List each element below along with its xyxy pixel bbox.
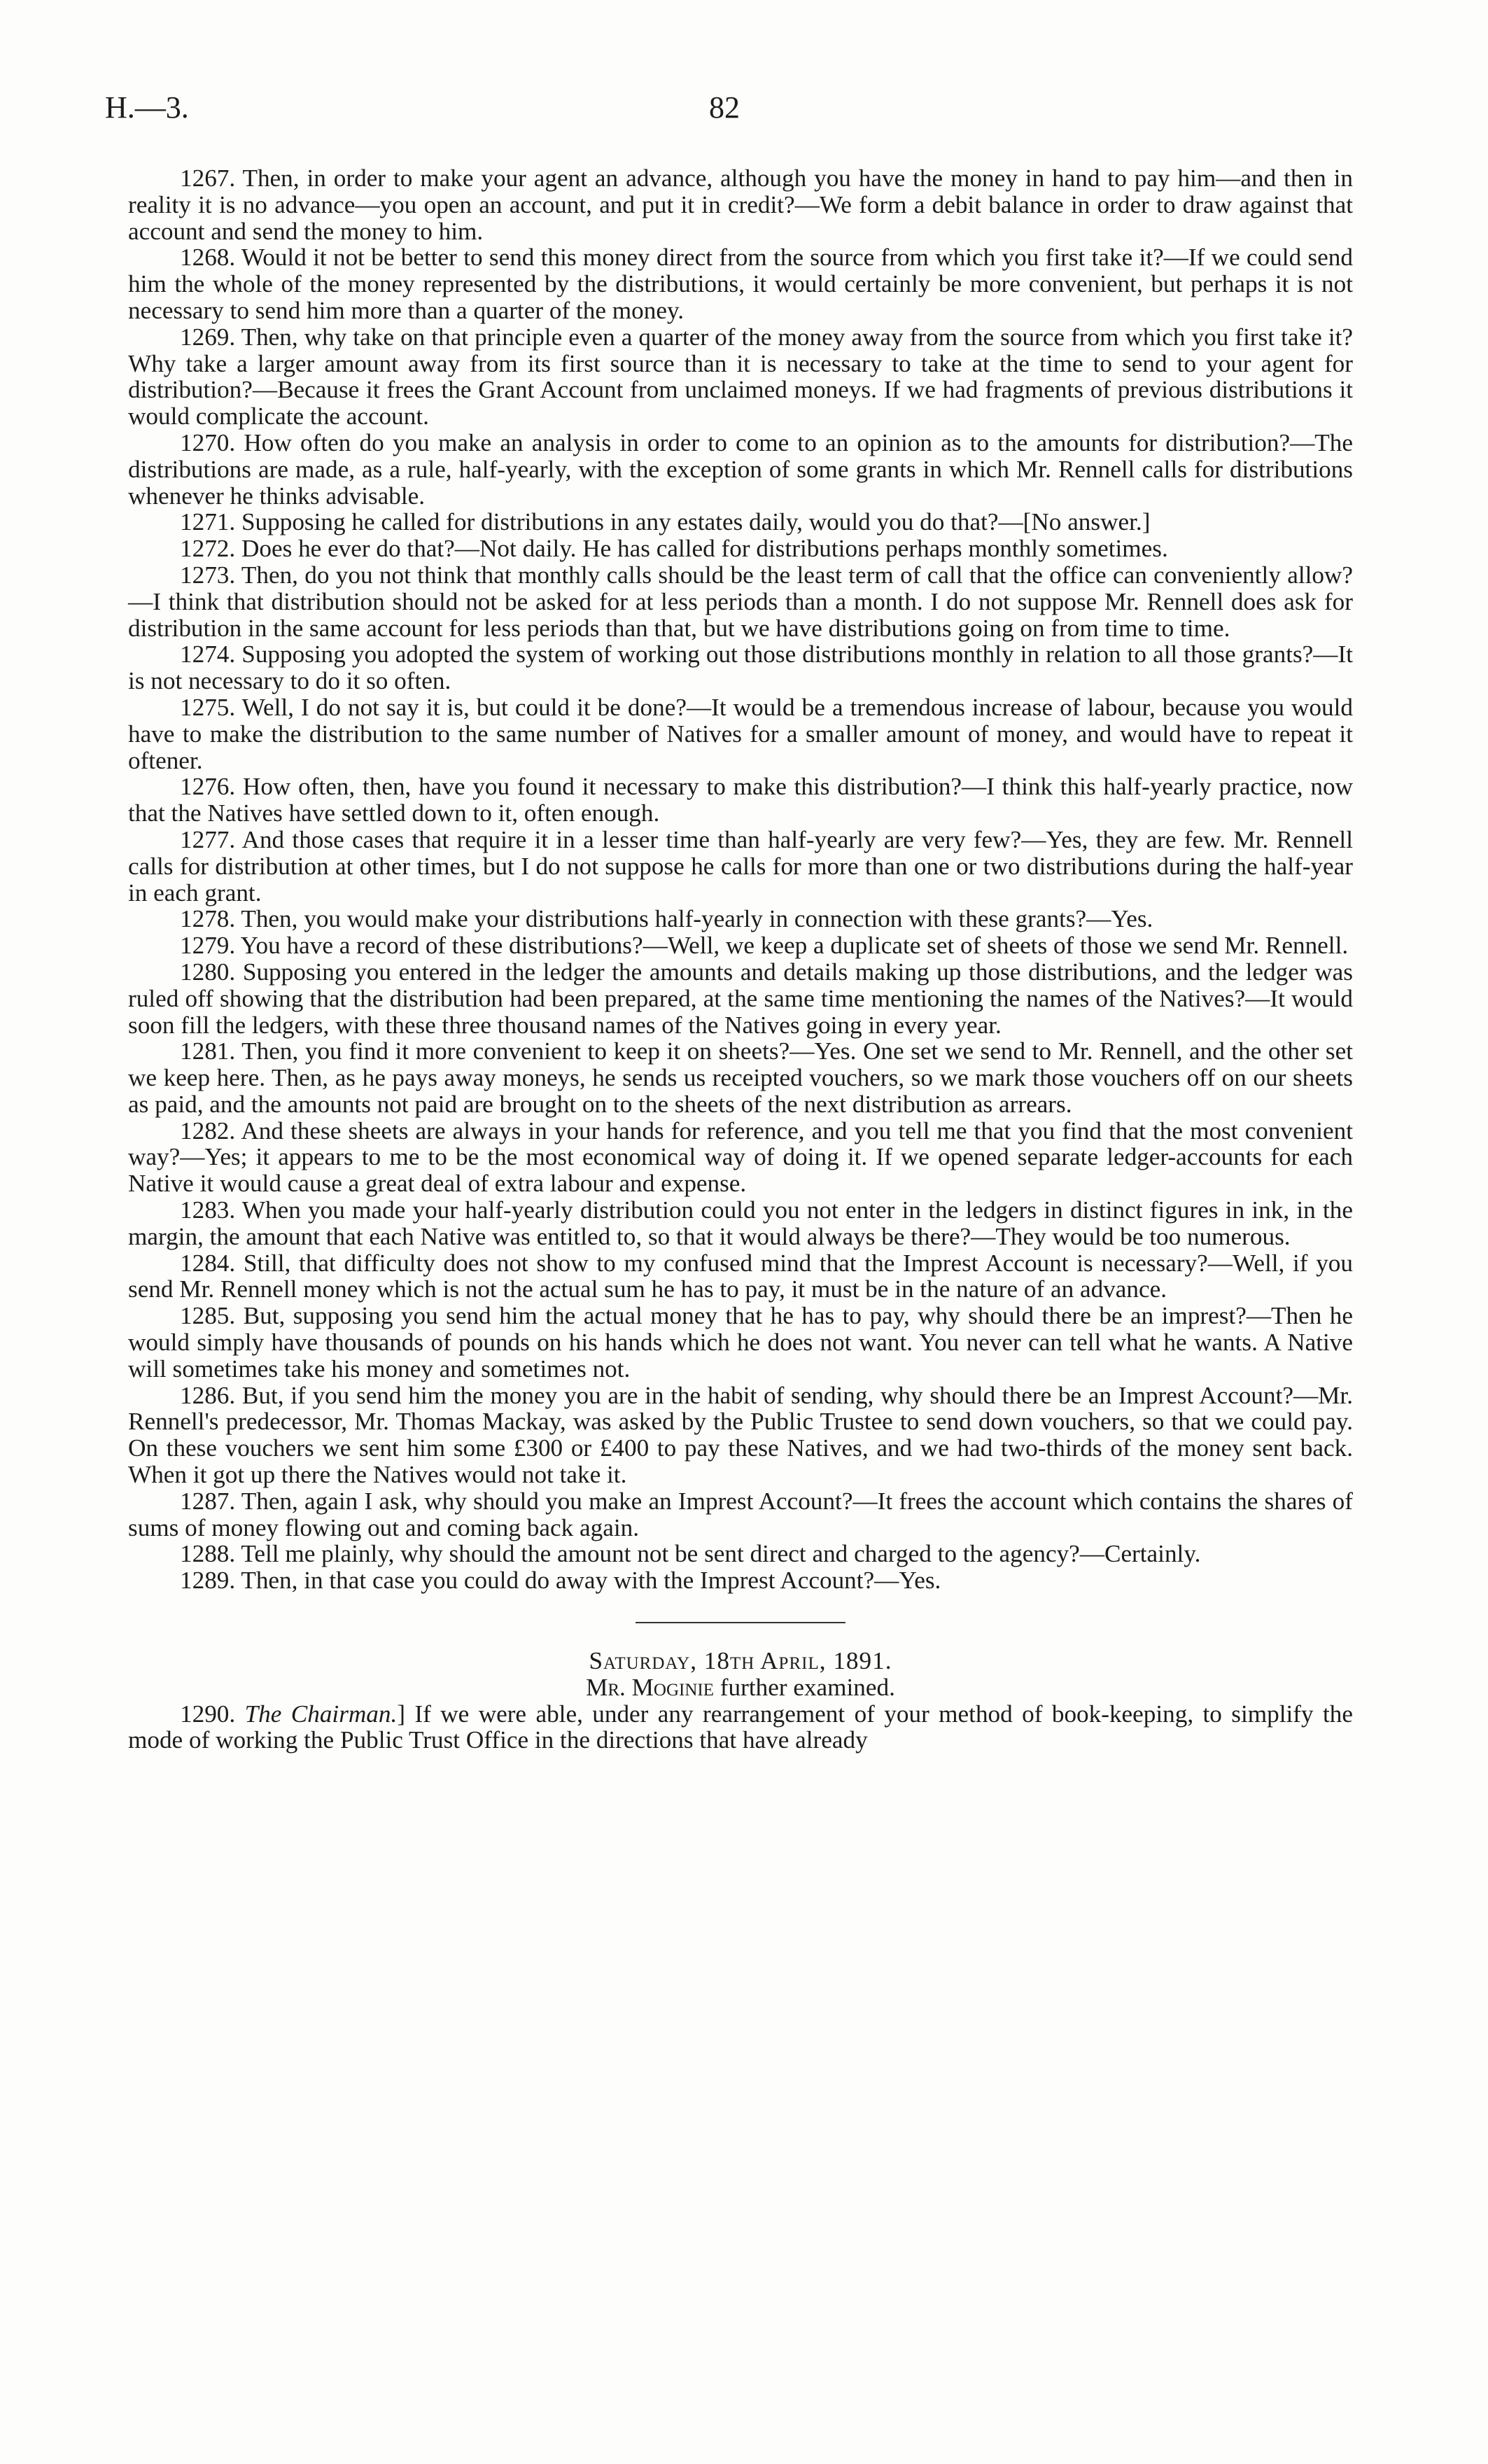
closing-paragraph — [128, 1701, 1353, 1754]
evidence-paragraph: 1283. When you made your half-yearly distribution could you not enter in the ledgers in distinct figures in ink, in the margin, the amount that each Native was entitled to, so that it would always be there?—They would be too numerous. — [128, 1196, 1353, 1250]
question-text: ] If we were able, under any rearrangement of your method of book-keeping, to simplify the mode of working the Public Trust Office in the directions that have already — [128, 1700, 1353, 1754]
evidence-paragraph: 1277. And those cases that require it in a lesser time than half-yearly are very few?—Yes, they are few. Mr. Rennell calls for distribution at other times, but I do not suppose he calls for more than one or two distributions during the half-year in each grant. — [128, 825, 1353, 906]
evidence-paragraph: 1285. But, supposing you send him the actual money that he has to pay, why should there be an imprest?—Then he would simply have thousands of pounds on his hands which he does not want. You never can tell what he wants. A Native will sometimes take his money and sometimes not. — [128, 1302, 1353, 1382]
page-number: 82 — [709, 90, 740, 125]
evidence-paragraph: 1274. Supposing you adopted the system of working out those distributions monthly in relation to all those grants?—It is not necessary to do it so often. — [128, 640, 1353, 695]
evidence-paragraph: 1288. Tell me plainly, why should the amount not be sent direct and charged to the agency?—Certainly. — [180, 1540, 1201, 1568]
evidence-paragraph: 1280. Supposing you entered in the ledger the amounts and details making up those distributions, and the ledger was ruled off showing that the distribution had been prepared, at the same time mentioning the names of the Natives?—It would soon fill the ledgers, with these three thousand names of the Natives going in every year. — [128, 958, 1353, 1039]
evidence-paragraph: 1269. Then, why take on that principle even a quarter of the money away from the source from which you first take it? Why take a larger amount away from its first source than it is necessary to take at the time to send to your agent for distribution?—Because it frees the Grant Account from unclaimed moneys. If we had fragments of previous distributions it would complicate the account. — [128, 323, 1353, 430]
evidence-paragraph: 1273. Then, do you not think that monthly calls should be the least term of call that the office can conveniently allow?—I think that distribution should not be asked for at less periods than a month. I do not suppose Mr. Rennell does ask for distribution in the same account for less periods than that, but we have distributions going on from time to time. — [128, 561, 1353, 642]
paragraph-list — [128, 165, 1353, 1594]
evidence-paragraph: 1268. Would it not be better to send this money direct from the source from which you first take it?—If we could send him the whole of the money represented by the distributions, it would certainly be more convenient, but perhaps it is not necessary to send him more than a quarter of the money. — [128, 244, 1353, 324]
section-divider — [636, 1622, 845, 1623]
evidence-paragraph: 1282. And these sheets are always in your hands for reference, and you tell me that you find that the most convenient way?—Yes; it appears to me to be the most economical way of doing it. If we opened separate ledger-accounts for each Native it would cause a great deal of extra labour and expense. — [128, 1116, 1353, 1198]
evidence-text — [128, 165, 1353, 1754]
witness-suffix: further examined. — [714, 1673, 895, 1701]
witness-name: Mr. Moginie — [586, 1673, 714, 1701]
evidence-paragraph: 1287. Then, again I ask, why should you make an Imprest Account?—It frees the account which contains the shares of sums of money flowing out and coming back again. — [128, 1487, 1353, 1541]
evidence-paragraph: 1276. How often, then, have you found it necessary to make this distribution?—I think this half-yearly practice, now that the Natives have settled down to it, often enough. — [128, 773, 1353, 827]
evidence-paragraph: 1279. You have a record of these distributions?—Well, we keep a duplicate set of sheets of those we send Mr. Rennell. — [180, 932, 1349, 960]
evidence-paragraph: 1284. Still, that difficulty does not show to my confused mind that the Imprest Account is necessary?—Well, if you send Mr. Rennell money which is not the actual sum he has to pay, it must be in the nature of an advance. — [128, 1249, 1353, 1303]
session-date: Saturday, 18th April, 1891. — [589, 1647, 892, 1675]
evidence-paragraph: 1270. How often do you make an analysis in order to come to an opinion as to the amounts for distribution?—The distributions are made, as a rule, half-yearly, with the exception of some grants in which Mr. Rennell calls for distributions whenever he thinks advisable. — [128, 428, 1353, 510]
report-reference: H.—3. — [105, 90, 189, 125]
evidence-paragraph: 1278. Then, you would make your distributions half-yearly in connection with these grants?—Yes. — [180, 905, 1153, 933]
evidence-paragraph: 1286. But, if you send him the money you are in the habit of sending, why should there be an Imprest Account?—Mr. Rennell's predecessor, Mr. Thomas Mackay, was asked by the Public Trustee to send down vouchers, so that we could pay. On these vouchers we sent him some £300 or £400 to pay these Natives, and we had two-thirds of the money sent back. When it got up there the Natives would not take it. — [128, 1381, 1353, 1489]
speaker-label: The Chairman. — [244, 1700, 398, 1728]
evidence-paragraph: 1281. Then, you find it more convenient to keep it on sheets?—Yes. One set we send to Mr. Rennell, and the other set we keep here. Then, as he pays away moneys, he sends us receipted vouchers, so we mark those vouchers off on our sheets as paid, and the amounts not paid are brought on to the sheets of the next distribution as arrears. — [128, 1037, 1353, 1118]
evidence-paragraph: 1272. Does he ever do that?—Not daily. He has called for distributions perhaps monthly sometimes. — [180, 535, 1168, 563]
witness-line — [128, 1674, 1353, 1701]
question-number: 1290. — [180, 1700, 245, 1728]
evidence-paragraph: 1275. Well, I do not say it is, but could it be done?—It would be a tremendous increase of labour, because you would have to make the distribution to the same number of Natives for a smaller amount of money, and would have to repeat it oftener. — [128, 693, 1353, 774]
evidence-paragraph: 1267. Then, in order to make your agent an advance, although you have the money in hand to pay him—and then in reality it is no advance—you open an account, and put it in credit?—We form a debit balance in order to draw against that account and send the money to him. — [128, 164, 1353, 245]
evidence-paragraph: 1289. Then, in that case you could do away with the Imprest Account?—Yes. — [180, 1567, 941, 1595]
evidence-paragraph: 1271. Supposing he called for distributions in any estates daily, would you do that?—[No answer.] — [180, 508, 1151, 536]
